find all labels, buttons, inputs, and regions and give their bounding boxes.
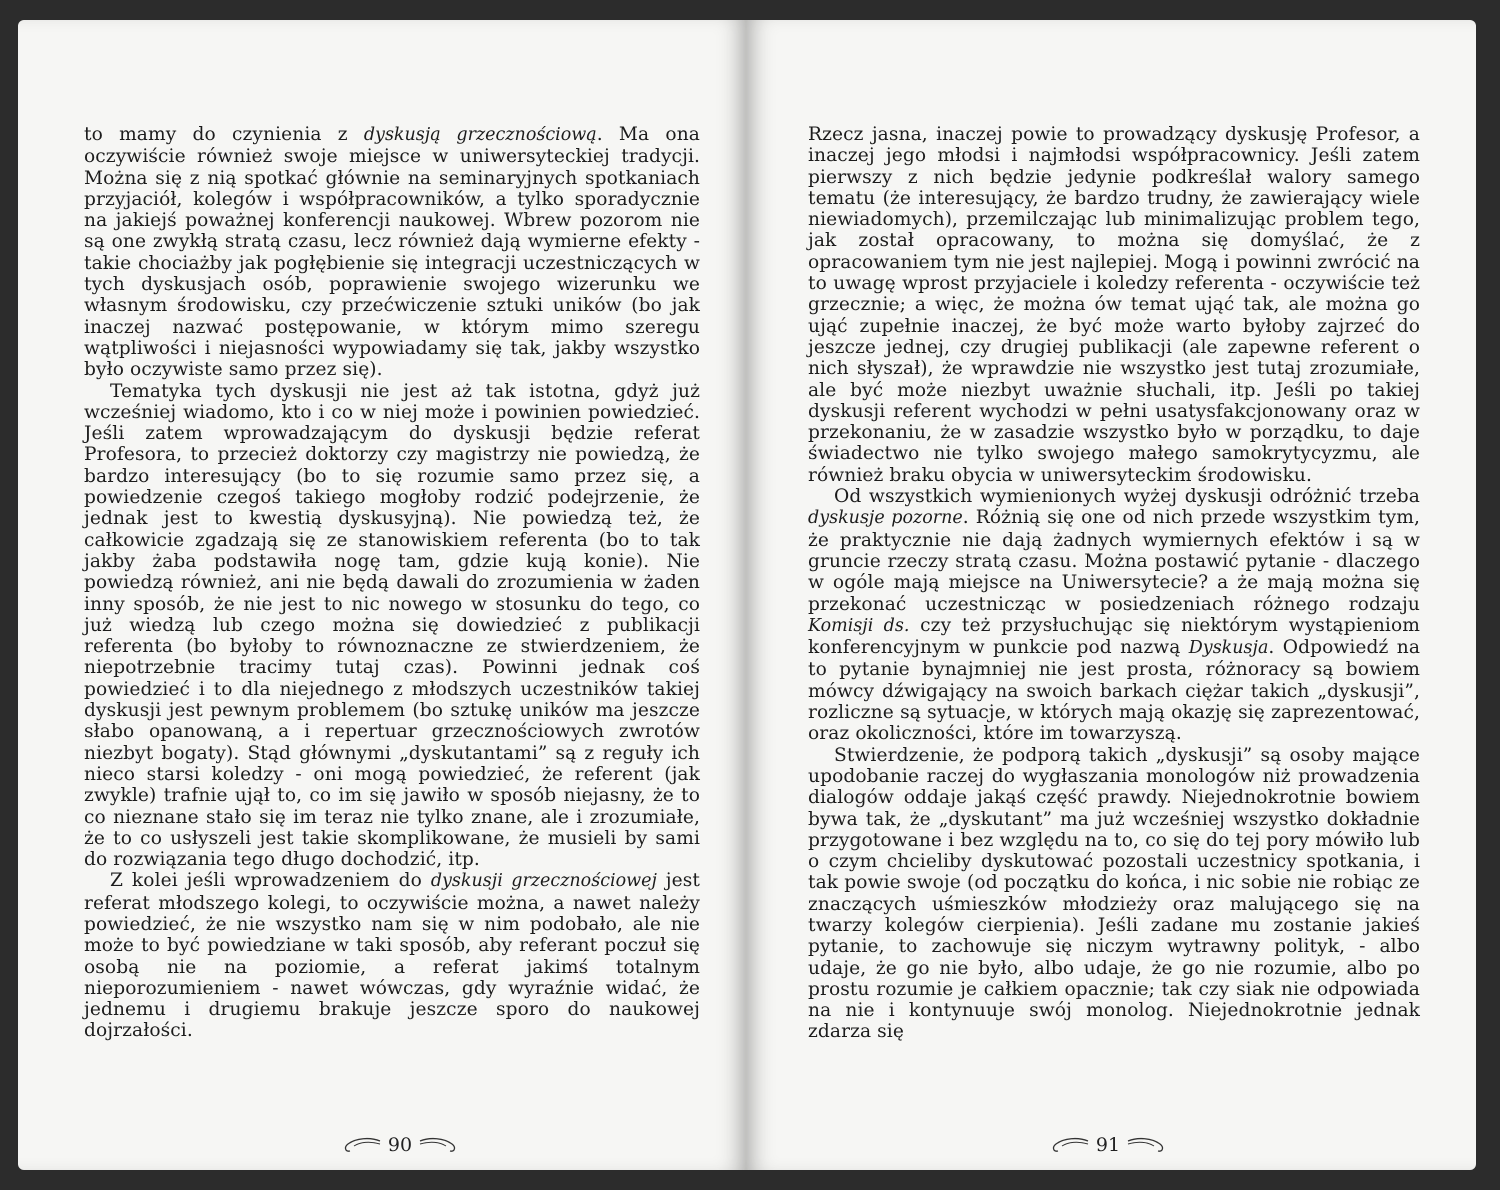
page-number: 91 (1095, 1134, 1121, 1156)
text-run: to mamy do czynienia z (84, 124, 364, 145)
left-page-text (84, 124, 700, 1042)
paragraph (84, 381, 700, 871)
paragraph (84, 124, 700, 381)
text-run: Tematyka tych dyskusji nie jest aż tak istotna, gdyż już wcześniej wiadomo, kto i co w niej może i powinien powiedzieć. Jeśli zatem wprowadzającym do dyskusji będzie referat Profesora, to przecież doktorzy czy magistrzy nie powiedzą, że bardzo interesujący (bo to się rozumie samo przez się, a powiedzenie czegoś takiego mogłoby rodzić podejrzenie, że jednak jest to kwestią dyskusyjną). Nie powiedzą też, że całkowicie zgadzają się ze stanowiskiem referenta (bo to tak jakby żaba podstawiła nogę tam, gdzie kują konie). Nie powiedzą również, ani nie będą dawali do zrozumienia w żaden inny sposób, że nie jest to nic nowego w stosunku do tego, co już wiedzą lub czego można się dowiedzieć z publikacji referenta (bo byłoby to równoznaczne ze stwierdzeniem, że niepotrzebnie tracimy tutaj czas). Powinni jednak coś powiedzieć i to dla niejednego z młodszych uczestników takiej dyskusji jest pewnym problemem (bo sztukę uników ma jeszcze słabo opanowaną, a i repertuar grzecznościowych zwrotów niezbyt bogaty). Stąd głównymi „dyskutantami” są z reguły ich nieco starsi koledzy - oni mogą powiedzieć, że referent (jak zwykle) trafnie ujął to, co im się jawiło w sposób niejasny, że to co nieznane stało się im teraz nie tylko znane, ale i zrozumiałe, że to co usłyszeli jest takie skomplikowane, że musieli by sami do rozwiązania tego długo dochodzić, itp. (84, 380, 700, 871)
emphasized-term: dyskusją grzecznościową (363, 125, 597, 145)
right-page-text (808, 124, 1420, 1043)
text-run: . Odpowiedź na to pytanie bynajmniej nie jest prosta, różnoracy są bowiem mówcy dźwigający na swoich barkach ciężar takich „dyskusji”, rozliczne są sytuacje, w których mają okazję się zaprezentować, oraz okoliczności, które im towarzyszą. (808, 637, 1420, 745)
paragraph (84, 870, 700, 1041)
left-page-folio (330, 1128, 470, 1162)
emphasized-term: dyskusje pozorne (808, 508, 963, 529)
flourish-right-icon (1126, 1135, 1166, 1155)
text-run: . Ma ona oczywiście również swoje miejsce w uniwersyteckiej tradycji. Można się z nią spotkać głównie na seminaryjnych spotkaniach przyjaciół, kolegów i współpracowników, a tylko sporadycznie na jakiejś poważnej konferencji naukowej. Wbrew pozorom nie są one zwykłą stratą czasu, lecz również dają wymierne efekty - takie chociażby jak pogłębienie się integracji uczestniczących w tych dyskusjach osób, poprawienie swojego wizerunku we własnym środowisku, czy przećwiczenie sztuki uników (bo jak inaczej nazwać postępowanie, w którym mimo szeregu wątpliwości i niejasności wypowiadamy się tak, jakby wszystko było oczywiste samo przez się). (84, 124, 700, 381)
left-page (18, 20, 746, 1170)
flourish-left-icon (1050, 1135, 1090, 1155)
emphasized-term: Dyskusja (1188, 638, 1269, 659)
text-run: Rzecz jasna, inaczej powie to prowadzący dyskusję Profesor, a inaczej jego młodsi i najmłodsi współpracownicy. Jeśli zatem pierwszy z nich będzie jedynie podkreślał walory samego tematu (że interesujący, że bardzo trudny, że zawierający wiele niewiadomych), przemilczając lub minimalizując problem tego, jak został opracowany, to można się domyślać, że z opracowaniem tym nie jest najlepiej. Mogą i powinni zwrócić na to uwagę wprost przyjaciele i koledzy referenta - oczywiście też grzecznie; a więc, że można ów temat ująć tak, ale można go ująć zupełnie inaczej, że być może warto byłoby zajrzeć do jeszcze jednej, czy drugiej publikacji (ale zapewne referent o nich słyszał), że wprawdzie nie wszystko jest tutaj zrozumiałe, ale być może niezbyt uważnie słuchali, itp. Jeśli po takiej dyskusji referent wychodzi w pełni usatysfakcjonowany oraz w przekonaniu, że w zasadzie wszystko było w porządku, to daje świadectwo nie tylko swojego małego samokrytycyzmu, ale również braku obycia w uniwersyteckim środowisku. (808, 124, 1420, 486)
paragraph (808, 486, 1420, 745)
right-page (746, 20, 1476, 1170)
right-page-folio (1038, 1128, 1178, 1162)
text-run: Z kolei jeśli wprowadzeniem do (110, 870, 431, 892)
flourish-right-icon (418, 1135, 458, 1155)
text-run: Od wszystkich wymienionych wyżej dyskusji odróżnić trzeba (834, 486, 1420, 508)
text-run: . Różnią się one od nich przede wszystkim tym, że praktycznie nie dają żadnych wymiernych efektów i są w gruncie rzeczy stratą czasu. Można postawić pytanie - dlaczego w ogóle mają miejsce na Uniwersytecie? a że mają można się przekonać uczestnicząc w posiedzeniach różnego rodzaju (808, 507, 1420, 615)
emphasized-term: dyskusji grzecznościowej (430, 871, 657, 892)
flourish-left-icon (342, 1135, 382, 1155)
page-number: 90 (387, 1134, 413, 1156)
text-run: czy też przysłuchując się niektórym wystąpieniom konferencyjnym w punkcie pod nazwą (808, 614, 1421, 659)
paragraph (808, 124, 1420, 486)
text-run: Stwierdzenie, że podporą takich „dyskusji” są osoby mające upodobanie raczej do wygłaszania monologów niż prowadzenia dialogów oddaje jakąś część prawdy. Niejednokrotnie bowiem bywa tak, że „dyskutant” ma już wcześniej wszystko dokładnie przygotowane i bez względu na to, co się do tej pory mówiło lub o czym chcieliby dyskutować pozostali uczestnicy spotkania, i tak powie swoje (od początku do końca, i nic sobie nie robiąc ze znaczących uśmieszków młodzieży oraz malującego się na twarzy kolegów cierpienia). Jeśli zadane mu zostanie jakieś pytanie, to zachowuje się niczym wytrawny polityk, - albo udaje, że go nie było, albo udaje, że go nie rozumie, albo po prostu rozumie je całkiem opacznie; tak czy siak nie odpowiada na nie i kontynuuje swój monolog. Niejednokrotnie jednak zdarza się (808, 744, 1420, 1043)
text-run: jest referat młodszego kolegi, to oczywiście można, a nawet należy powiedzieć, że nie wszystko nam się w nim podobało, ale nie może to być powiedziane w taki sposób, aby referant poczuł się osobą nie na poziomie, a referat jakimś totalnym nieporozumieniem - nawet wówczas, gdy wyraźnie widać, że jednemu i drugiemu brakuje jeszcze sporo do naukowej dojrzałości. (84, 870, 700, 1042)
paragraph (808, 745, 1420, 1043)
emphasized-term: Komisji ds. (808, 615, 910, 636)
